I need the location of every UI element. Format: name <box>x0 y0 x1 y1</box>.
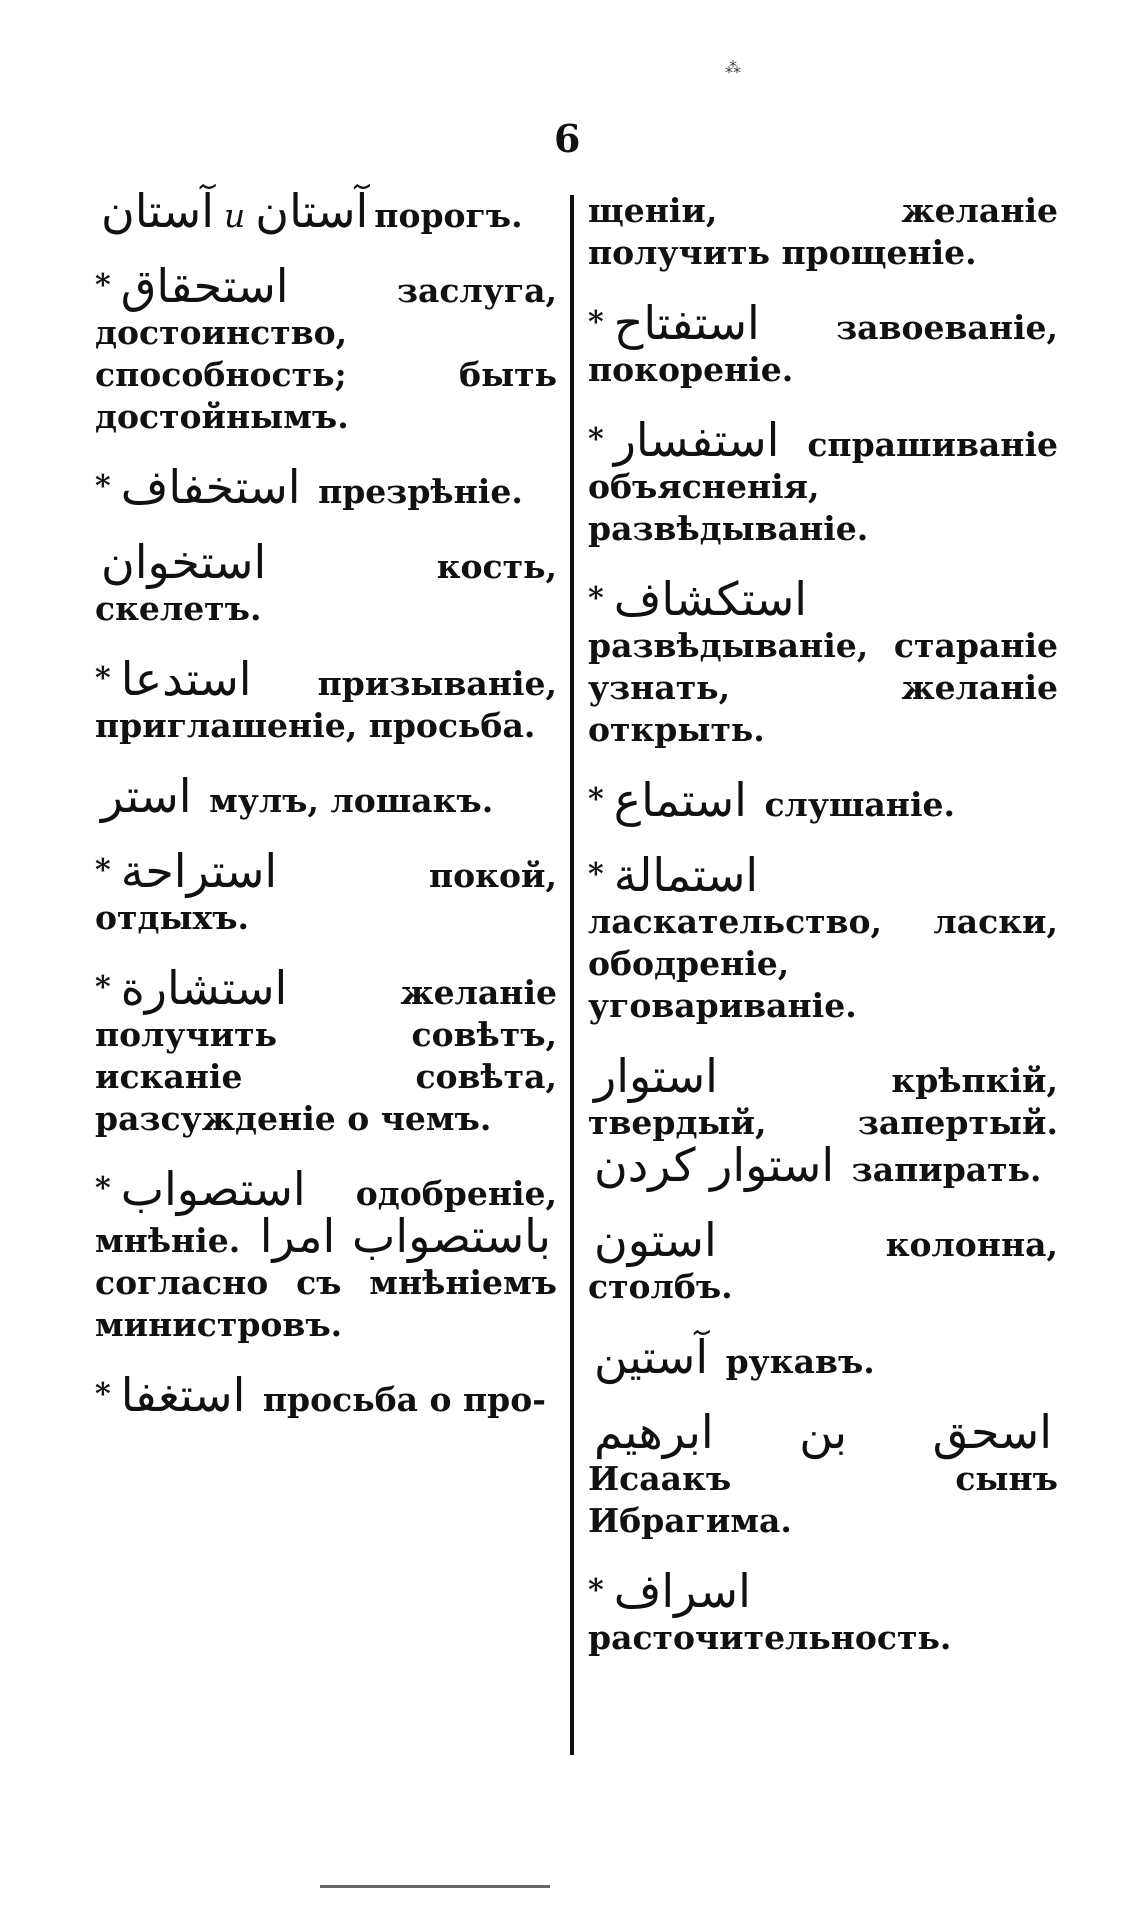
dictionary-entry <box>95 259 557 438</box>
dictionary-entry <box>588 1564 1058 1659</box>
phrase-definition: запирать. <box>851 1150 1042 1189</box>
dictionary-entry <box>588 296 1058 391</box>
arabic-headword: اسحق بن ابرهيم <box>594 1405 1052 1459</box>
entry-marker: * <box>588 305 604 340</box>
definition: покой, отдыхъ. <box>95 856 557 937</box>
entry-marker: * <box>95 1171 111 1206</box>
dictionary-entry <box>588 1049 1058 1192</box>
arabic-headword: استمالة <box>613 848 759 902</box>
dictionary-entry <box>588 1330 1058 1384</box>
arabic-headword: استراحة <box>120 844 278 898</box>
dictionary-entry <box>95 460 557 514</box>
arabic-headword: استوار <box>594 1049 718 1103</box>
definition: мулъ, лошакъ. <box>209 781 494 820</box>
arabic-headword: استفتاح <box>613 296 760 350</box>
arabic-headword: اسراف <box>613 1564 751 1618</box>
dictionary-entry <box>95 652 557 747</box>
dictionary-entry <box>588 572 1058 751</box>
left-column <box>95 184 557 1449</box>
definition: Исаакъ сынъ Ибрагима. <box>588 1459 1058 1540</box>
definition: просьба о про- <box>262 1380 546 1419</box>
arabic-headword: استفسار <box>613 413 780 467</box>
arabic-headword-variant: آستان <box>255 184 369 238</box>
conjunction: и <box>224 196 246 235</box>
definition: заслуга, достоинство, способность; быть достойнымъ. <box>95 271 557 436</box>
entry-marker: * <box>588 581 604 616</box>
arabic-headword: استشارة <box>120 961 288 1015</box>
arabic-headword: استخفاف <box>120 460 301 514</box>
arabic-headword: استكشاف <box>613 572 808 626</box>
definition: рукавъ. <box>725 1342 875 1381</box>
entry-marker: * <box>95 469 111 504</box>
definition: презрѣніе. <box>318 472 523 511</box>
page-number: 6 <box>554 116 581 161</box>
definition: крѣпкій, твердый, запертый. <box>588 1061 1058 1142</box>
dictionary-entry <box>95 844 557 939</box>
definition: одобреніе, мнѣніе. <box>95 1174 557 1260</box>
dictionary-entry <box>95 1368 557 1422</box>
definition: кость, скелетъ. <box>95 547 557 628</box>
definition: слушаніе. <box>764 785 955 824</box>
arabic-headword: استصواب <box>120 1162 306 1216</box>
entry-marker: * <box>95 970 111 1005</box>
definition: завоеваніе, покореніе. <box>588 308 1058 389</box>
definition: развѣдываніе, стараніе узнать, желаніе открыть. <box>588 626 1058 749</box>
arabic-headword: آستين <box>594 1330 709 1384</box>
definition: щеніи, желаніе получить прощеніе. <box>588 191 1058 272</box>
definition: призываніе, приглашеніе, просьба. <box>95 664 557 745</box>
entry-marker: * <box>588 857 604 892</box>
arabic-headword: استر <box>101 769 192 823</box>
definition: порогъ. <box>374 196 523 235</box>
definition: желаніе получить совѣтъ, исканіе совѣта, разсужденіе о чемъ. <box>95 973 557 1138</box>
dictionary-entry <box>95 535 557 630</box>
entry-marker: * <box>588 1573 604 1608</box>
right-column <box>588 190 1058 1687</box>
arabic-headword: استغفا <box>120 1368 246 1422</box>
dictionary-entry <box>95 1162 557 1346</box>
definition: расточительность. <box>588 1618 952 1657</box>
dictionary-entry <box>588 1213 1058 1308</box>
entry-marker: * <box>95 661 111 696</box>
entry-marker: * <box>95 268 111 303</box>
dictionary-entry-continuation <box>588 190 1058 274</box>
phrase-definition: согласно съ мнѣніемъ министровъ. <box>95 1263 557 1344</box>
definition: ласкательство, ласки, ободреніе, уговариваніе. <box>588 902 1058 1025</box>
definition: спрашиваніе объясненія, развѣдываніе. <box>588 425 1058 548</box>
dictionary-entry <box>95 961 557 1140</box>
dictionary-entry <box>95 769 557 823</box>
entry-marker: * <box>95 1377 111 1412</box>
definition: колонна, столбъ. <box>588 1225 1058 1306</box>
arabic-headword: استون <box>594 1213 717 1267</box>
arabic-headword: استماع <box>613 773 747 827</box>
entry-marker: * <box>588 422 604 457</box>
printer-ornament-icon: ⁂ <box>725 58 741 77</box>
arabic-phrase: استوار كردن <box>594 1138 835 1192</box>
dictionary-entry <box>588 848 1058 1027</box>
entry-marker: * <box>588 782 604 817</box>
entry-marker: * <box>95 853 111 888</box>
arabic-headword: استخوان <box>101 535 267 589</box>
arabic-headword: استحقاق <box>120 259 289 313</box>
bottom-rule <box>320 1885 550 1888</box>
column-divider <box>570 195 574 1755</box>
dictionary-entry <box>588 413 1058 550</box>
dictionary-entry <box>588 1405 1058 1542</box>
arabic-headword: آستان <box>101 184 215 238</box>
dictionary-entry <box>95 184 557 238</box>
dictionary-entry <box>588 773 1058 827</box>
arabic-phrase: باستصواب امرا <box>259 1209 551 1263</box>
arabic-headword: استدعا <box>120 652 252 706</box>
